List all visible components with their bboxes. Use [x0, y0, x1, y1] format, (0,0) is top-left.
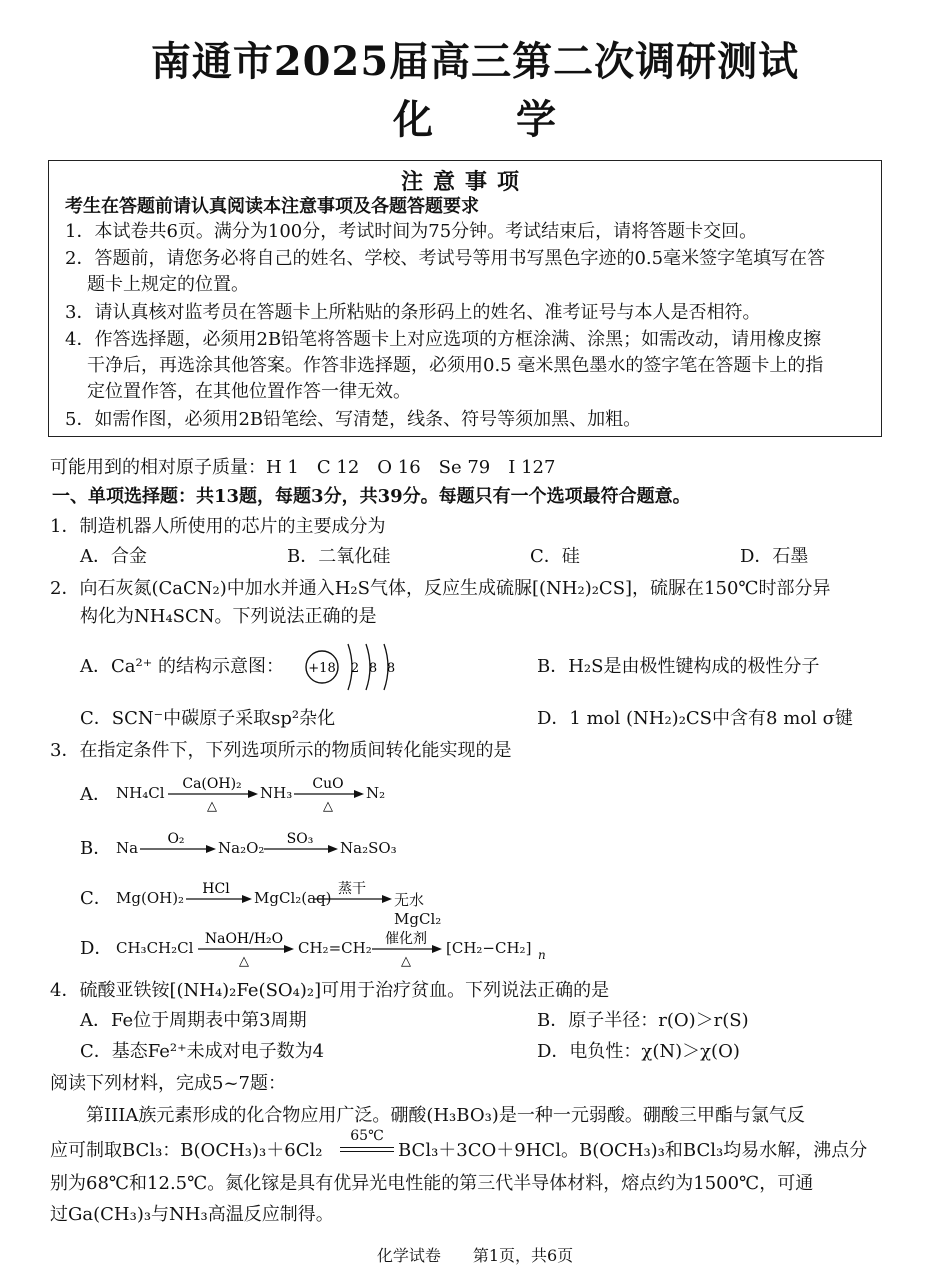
- q1-option-d: D．石墨: [740, 546, 809, 567]
- polymer: [CH₂−CH₂]: [446, 939, 532, 957]
- notice-box: [48, 160, 882, 437]
- notice-item: 3．请认真核对监考员在答题卡上所粘贴的条形码上的姓名、准考证号与本人是否相符。: [65, 302, 761, 323]
- notice-item: 干净后，再选涂其他答案。作答非选择题，必须用0.5 毫米黑色墨水的签字笔在答题卡上的指: [87, 355, 824, 376]
- svg-text:△: △: [207, 799, 217, 814]
- notice-item: 2．答题前，请您务必将自己的姓名、学校、考试号等用书写黑色字迹的0.5毫米签字笔填写在答: [65, 248, 826, 269]
- reading-line-part: BCl₃＋3CO＋9HCl。B(OCH₃)₃和BCl₃均易水解，沸点分: [398, 1140, 868, 1161]
- nucleus-label: +18: [308, 661, 336, 676]
- svg-text:O₂: O₂: [167, 831, 185, 847]
- q1-option-b: B．二氧化硅: [287, 546, 391, 567]
- species: MgCl₂(aq): [254, 889, 332, 907]
- q4-stem: 4．硫酸亚铁铵[(NH₄)₂Fe(SO₄)₂]可用于治疗贫血。下列说法正确的是: [50, 980, 610, 1001]
- species: 无水MgCl₂: [394, 891, 442, 928]
- reading-line: 过Ga(CH₃)₃与NH₃高温反应制得。: [50, 1204, 334, 1225]
- species: CH₂=CH₂: [298, 939, 372, 957]
- subject-title: 化 学: [393, 96, 557, 143]
- atomic-mass-line: 可能用到的相对原子质量：H 1 C 12 O 16 Se 79 I 127: [50, 457, 556, 478]
- shell-1-count: 2: [350, 661, 360, 676]
- svg-text:蒸干: 蒸干: [338, 881, 366, 897]
- notice-subheading: 考生在答题前请认真阅读本注意事项及各题答题要求: [65, 196, 479, 217]
- polymer-degree: n: [538, 948, 546, 962]
- option-label: C．: [80, 888, 112, 909]
- species: Na₂O₂: [218, 839, 265, 857]
- ca-ion-structure-diagram: [300, 636, 410, 700]
- q4-option-b: B．原子半径：r(O)＞r(S): [537, 1010, 749, 1031]
- species: NH₄Cl: [116, 784, 165, 802]
- reading-intro: 阅读下列材料，完成5~7题：: [50, 1073, 286, 1094]
- q2-option-c: C．SCN⁻中碳原子采取sp²杂化: [80, 708, 336, 729]
- species: NH₃: [260, 784, 293, 802]
- reaction-arrow-2: [370, 924, 444, 970]
- q4-option-a: A．Fe位于周期表中第3周期: [80, 1010, 307, 1031]
- option-label: D．: [80, 938, 113, 959]
- q1-option-c: C．硅: [530, 546, 580, 567]
- reading-line: 别为68℃和12.5℃。氮化镓是具有优异光电性能的第三代半导体材料，熔点约为1500℃，可通: [50, 1173, 814, 1194]
- exam-title: 南通市2025届高三第二次调研测试: [150, 38, 800, 85]
- q2-stem-line1: 2．向石灰氮(CaCN₂)中加水并通入H₂S气体，反应生成硫脲[(NH₂)₂CS]，硫脲在150℃时部分异: [50, 578, 831, 599]
- notice-item: 4．作答选择题，必须用2B铅笔将答题卡上对应选项的方框涂满、涂黑；如需改动，请用橡皮擦: [65, 329, 822, 350]
- q2-stem-line2: 构化为NH₄SCN。下列说法正确的是: [80, 606, 377, 627]
- svg-text:NaOH/H₂O: NaOH/H₂O: [204, 931, 284, 947]
- svg-text:Ca(OH)₂: Ca(OH)₂: [182, 776, 242, 792]
- section-heading: 一、单项选择题：共13题，每题3分，共39分。每题只有一个选项最符合题意。: [52, 486, 691, 507]
- q2-option-b: B．H₂S是由极性键构成的极性分子: [537, 656, 820, 677]
- shell-3-count: 8: [386, 661, 396, 676]
- reading-line-part: 应可制取BCl₃：B(OCH₃)₃＋6Cl₂: [50, 1140, 323, 1161]
- reading-line: 第IIIA族元素形成的化合物应用广泛。硼酸(H₃BO₃)是一种一元弱酸。硼酸三甲酯与氯气反: [86, 1105, 805, 1126]
- species: CH₃CH₂Cl: [116, 939, 194, 957]
- svg-text:△: △: [323, 799, 333, 814]
- reaction-arrow-2: [262, 826, 340, 866]
- q1-stem: 1．制造机器人所使用的芯片的主要成分为: [50, 516, 386, 537]
- reaction-arrow-1: [196, 924, 296, 970]
- condition-label: 65℃: [350, 1128, 384, 1144]
- svg-text:催化剂: 催化剂: [385, 931, 427, 947]
- reaction-arrow-2: [312, 876, 394, 916]
- shell-2-count: 8: [368, 661, 378, 676]
- notice-item: 1．本试卷共6页。满分为100分，考试时间为75分钟。考试结束后，请将答题卡交回。: [65, 221, 758, 242]
- notice-item: 定位置作答，在其他位置作答一律无效。: [87, 381, 411, 402]
- option-label: A．: [80, 784, 111, 805]
- reaction-arrow-1: [166, 770, 260, 814]
- q4-option-d: D．电负性：χ(N)＞χ(O): [537, 1041, 740, 1062]
- reaction-condition: [340, 1128, 394, 1152]
- q1-option-a: A．合金: [80, 546, 147, 567]
- page-footer: 化学试卷 第1页，共6页: [376, 1246, 574, 1265]
- reaction-arrow-1: [184, 876, 254, 916]
- q4-option-c: C．基态Fe²⁺未成对电子数为4: [80, 1041, 325, 1062]
- svg-text:HCl: HCl: [202, 881, 230, 897]
- svg-text:△: △: [401, 954, 411, 969]
- reaction-arrow-2: [292, 770, 366, 814]
- species: Mg(OH)₂: [116, 889, 185, 907]
- reaction-arrow-1: [138, 826, 218, 866]
- svg-text:CuO: CuO: [312, 776, 344, 792]
- q3-stem: 3．在指定条件下，下列选项所示的物质间转化能实现的是: [50, 740, 512, 761]
- species: Na: [116, 839, 139, 857]
- species: Na₂SO₃: [340, 839, 397, 857]
- notice-heading: 注意事项: [400, 169, 529, 195]
- svg-text:SO₃: SO₃: [286, 831, 314, 847]
- option-label: B．: [80, 838, 112, 859]
- q2-option-a: A．Ca²⁺ 的结构示意图：: [80, 656, 284, 677]
- notice-item: 题卡上规定的位置。: [87, 274, 249, 295]
- q2-option-d: D．1 mol (NH₂)₂CS中含有8 mol σ键: [537, 708, 853, 729]
- species: N₂: [366, 784, 386, 802]
- svg-text:△: △: [239, 954, 249, 969]
- notice-item: 5．如需作图，必须用2B铅笔绘、写清楚，线条、符号等须加黑、加粗。: [65, 409, 642, 430]
